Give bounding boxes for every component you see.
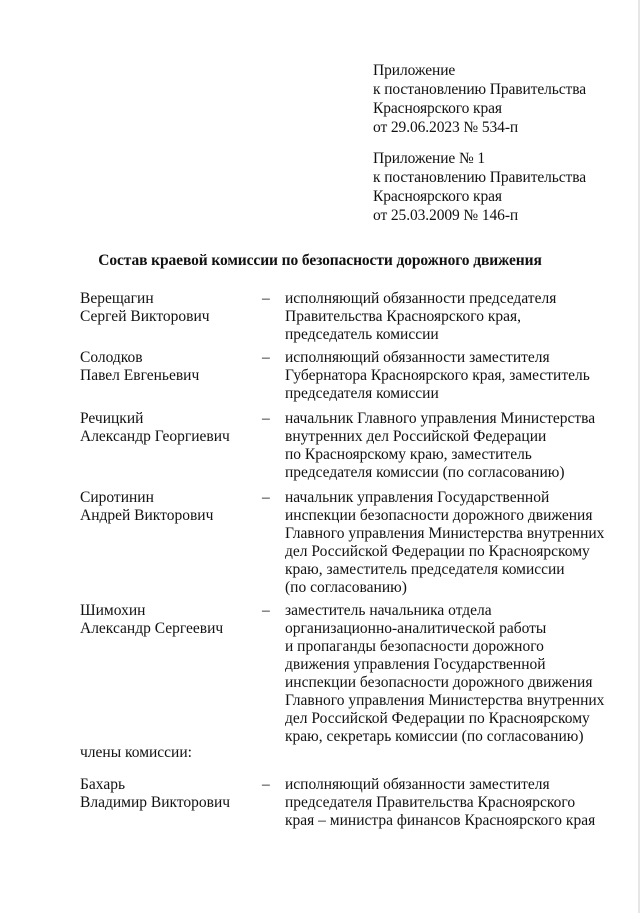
role-line: председателя комиссии bbox=[285, 385, 439, 402]
role-line: Правительства Красноярского края, bbox=[285, 308, 522, 325]
role-line: организационно-аналитической работы bbox=[285, 620, 547, 637]
role-line: движения управления Государственной bbox=[285, 656, 546, 673]
member-given-name: Александр Сергеевич bbox=[80, 620, 224, 637]
dash-separator: – bbox=[262, 349, 270, 366]
member-surname: Солодков bbox=[80, 349, 143, 366]
appendix-line: от 29.06.2023 № 534-п bbox=[373, 119, 519, 136]
role-line: исполняющий обязанности заместителя bbox=[285, 349, 550, 366]
member-role bbox=[285, 290, 605, 344]
appendix-line: Приложение № 1 bbox=[373, 150, 486, 167]
role-line: и пропаганды безопасности дорожного bbox=[285, 638, 544, 655]
appendix-line: Приложение bbox=[373, 62, 456, 79]
dash-separator: – bbox=[262, 290, 270, 307]
member-role bbox=[285, 410, 605, 482]
role-line: Губернатора Красноярского края, заместитель bbox=[285, 367, 590, 384]
role-line: начальник Главного управления Министерства bbox=[285, 410, 596, 427]
role-line: инспекции безопасности дорожного движения bbox=[285, 507, 593, 524]
role-line: заместитель начальника отдела bbox=[285, 602, 492, 619]
member-name bbox=[80, 776, 230, 812]
appendix-line: Красноярского края bbox=[373, 100, 502, 117]
role-line: края – министра финансов Красноярского края bbox=[285, 812, 596, 829]
dash-separator: – bbox=[262, 489, 270, 506]
document-title: Состав краевой комиссии по безопасности дорожного движения bbox=[98, 252, 542, 269]
appendix-header-current bbox=[373, 61, 586, 137]
role-line: исполняющий обязанности председателя bbox=[285, 290, 557, 307]
member-given-name: Павел Евгеньевич bbox=[80, 367, 200, 384]
role-line: (по согласованию) bbox=[285, 579, 407, 596]
member-given-name: Андрей Викторович bbox=[80, 507, 214, 524]
member-surname: Бахарь bbox=[80, 776, 126, 793]
member-role bbox=[285, 349, 605, 403]
role-line: председатель комиссии bbox=[285, 326, 439, 343]
role-line: исполняющий обязанности заместителя bbox=[285, 776, 550, 793]
member-given-name: Сергей Викторович bbox=[80, 308, 210, 325]
member-role bbox=[285, 489, 605, 597]
role-line: дел Российской Федерации по Красноярскому bbox=[285, 543, 590, 560]
appendix-line: к постановлению Правительства bbox=[373, 169, 587, 186]
appendix-line: к постановлению Правительства bbox=[373, 81, 587, 98]
role-line: краю, заместитель председателя комиссии bbox=[285, 561, 565, 578]
role-line: дел Российской Федерации по Красноярскому bbox=[285, 710, 590, 727]
dash-separator: – bbox=[262, 776, 270, 793]
role-line: председателя комиссии (по согласованию) bbox=[285, 464, 565, 481]
member-name bbox=[80, 349, 199, 385]
member-role bbox=[285, 602, 605, 746]
member-surname: Речицкий bbox=[80, 410, 144, 427]
role-line: Главного управления Министерства внутренних bbox=[285, 525, 605, 542]
appendix-header-original bbox=[373, 149, 586, 225]
member-name bbox=[80, 602, 223, 638]
role-line: инспекции безопасности дорожного движения bbox=[285, 674, 593, 691]
member-given-name: Александр Георгиевич bbox=[80, 428, 230, 445]
dash-separator: – bbox=[262, 602, 270, 619]
member-surname: Верещагин bbox=[80, 290, 154, 307]
role-line: председателя Правительства Красноярского bbox=[285, 794, 576, 811]
member-surname: Сиротинин bbox=[80, 489, 154, 506]
members-section-label: члены комиссии: bbox=[80, 744, 192, 761]
member-name bbox=[80, 489, 213, 525]
role-line: начальник управления Государственной bbox=[285, 489, 550, 506]
role-line: по Красноярскому краю, заместитель bbox=[285, 446, 532, 463]
member-name bbox=[80, 290, 210, 326]
member-role bbox=[285, 776, 605, 830]
role-line: внутренних дел Российской Федерации bbox=[285, 428, 547, 445]
member-given-name: Владимир Викторович bbox=[80, 794, 231, 811]
role-line: краю, секретарь комиссии (по согласованию) bbox=[285, 728, 584, 745]
appendix-line: Красноярского края bbox=[373, 188, 502, 205]
member-surname: Шимохин bbox=[80, 602, 146, 619]
member-name bbox=[80, 410, 230, 446]
dash-separator: – bbox=[262, 410, 270, 427]
role-line: Главного управления Министерства внутренних bbox=[285, 692, 605, 709]
appendix-line: от 25.03.2009 № 146-п bbox=[373, 207, 519, 224]
